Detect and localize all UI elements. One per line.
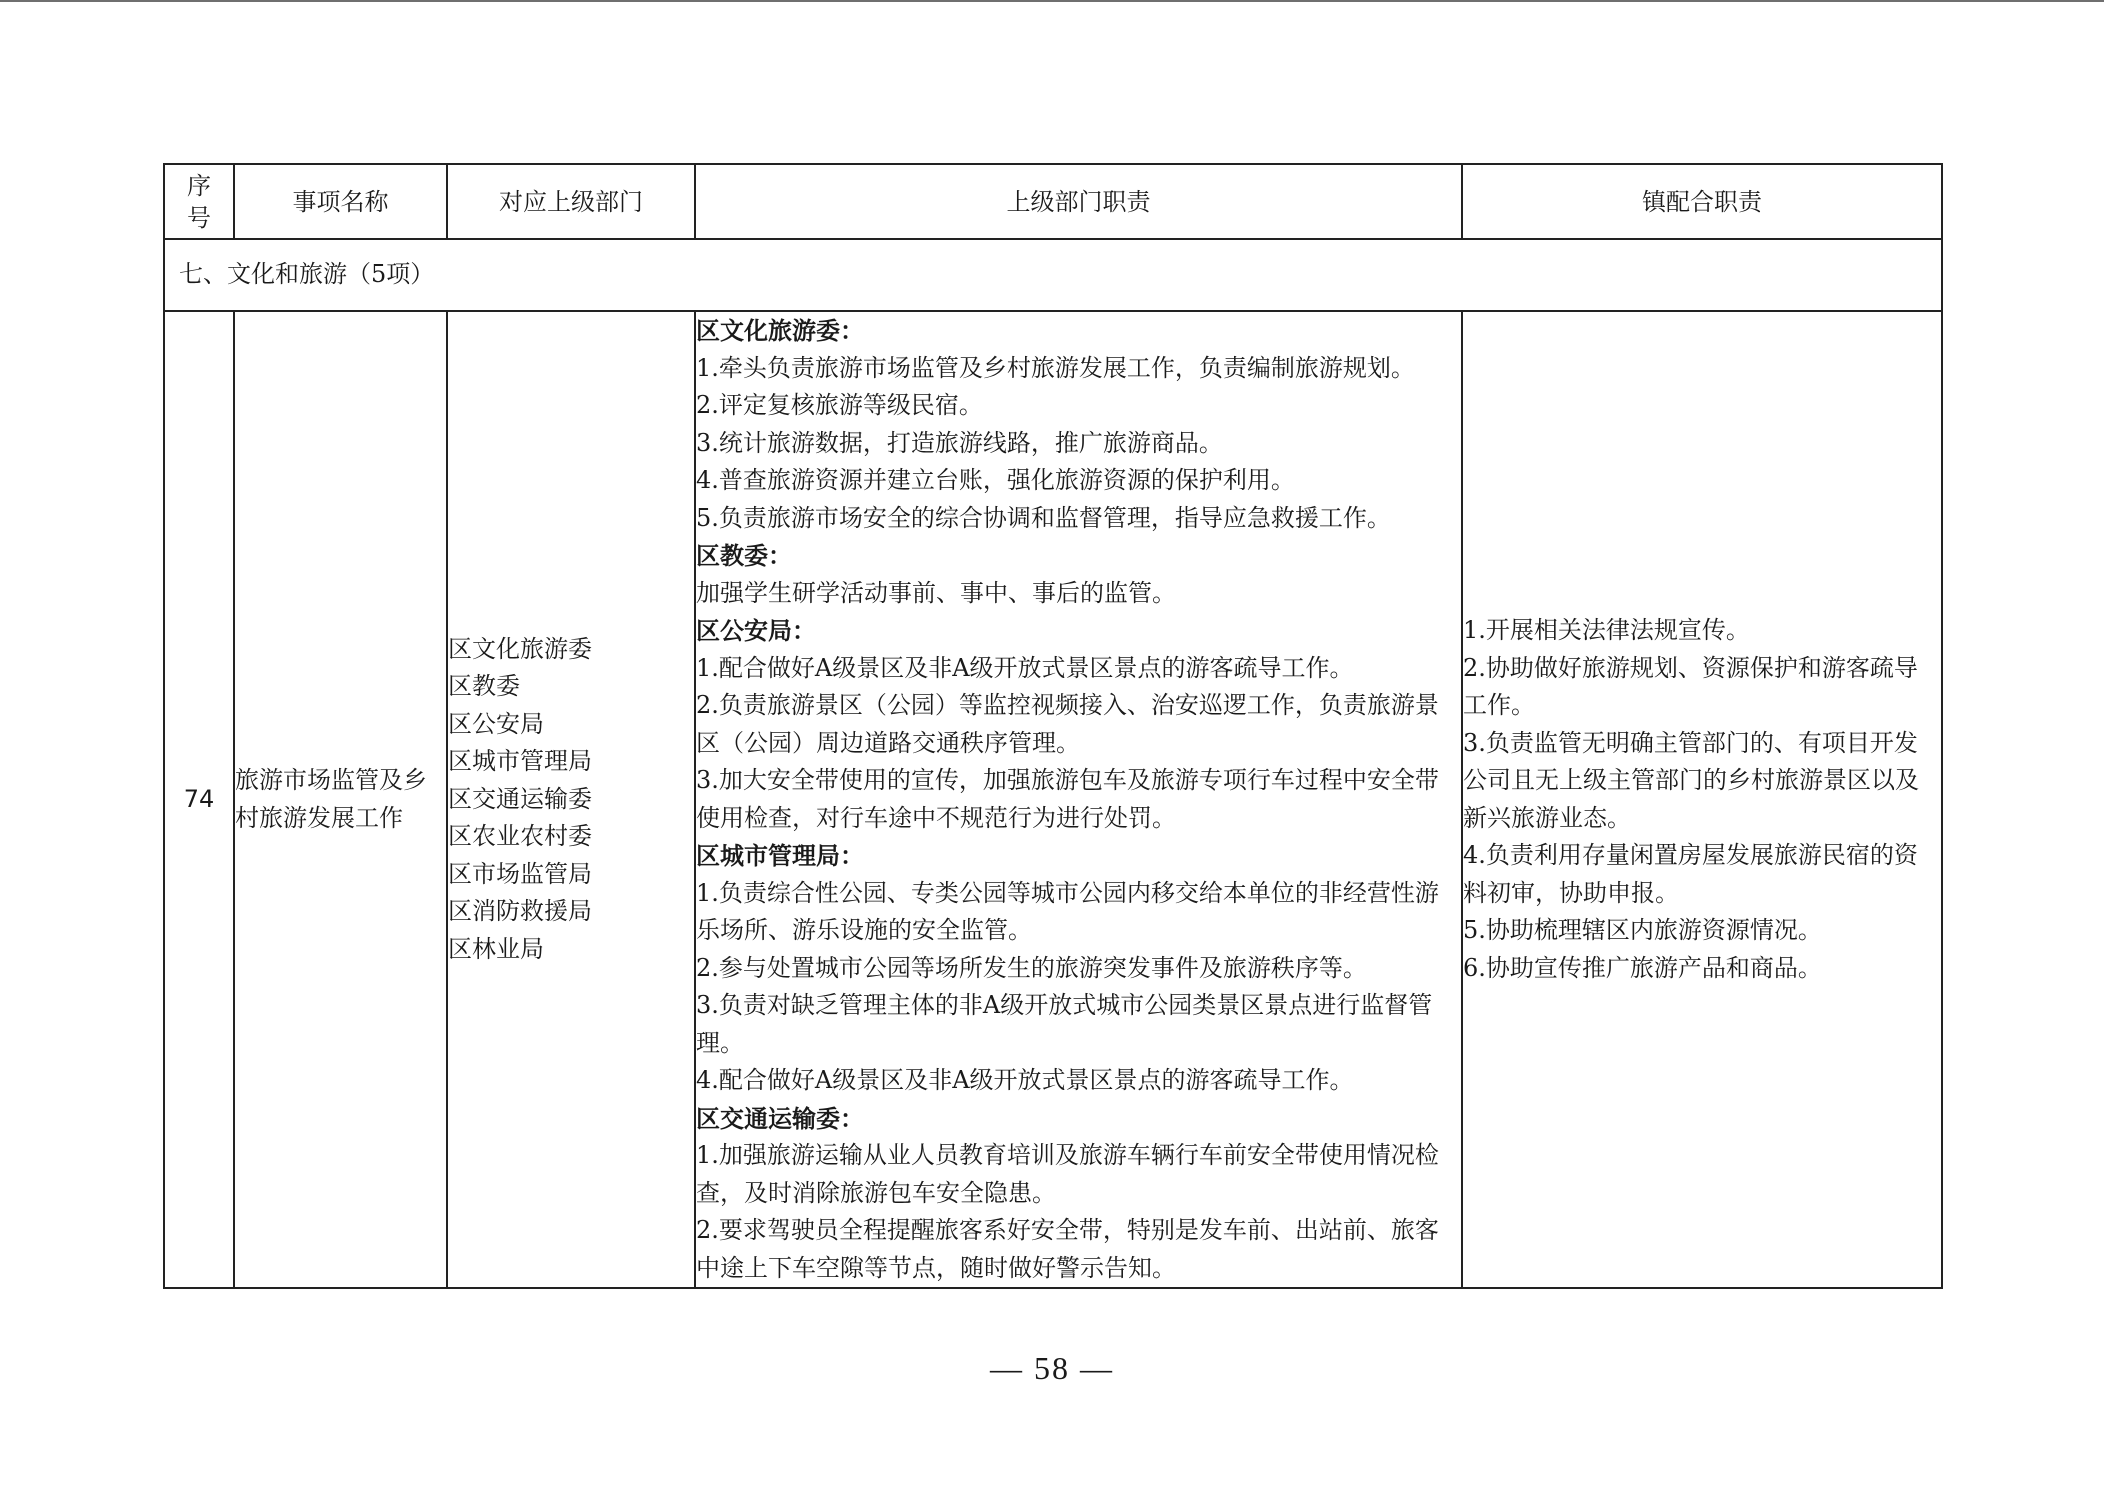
duty-item: 2.负责旅游景区（公园）等监控视频接入、治安巡逻工作，负责旅游景区（公园）周边道路交通秩序管理。 xyxy=(696,691,1439,757)
duty-item: 5.负责旅游市场安全的综合协调和监督管理，指导应急救援工作。 xyxy=(696,503,1391,532)
department-item: 区文化旅游委 xyxy=(448,634,592,663)
header-name: 事项名称 xyxy=(234,164,447,239)
duty-item: 2.评定复核旅游等级民宿。 xyxy=(696,391,983,419)
duty-item: 1.负责综合性公园、专类公园等城市公园内移交给本单位的非经营性游乐场所、游乐设施的安全监管。 xyxy=(696,878,1439,944)
row-town-duties xyxy=(1462,311,1942,1288)
header-dept: 对应上级部门 xyxy=(447,164,695,239)
duty-group-title: 区公安局： xyxy=(696,616,816,645)
duty-table xyxy=(163,163,1943,1289)
row-departments xyxy=(447,311,695,1288)
top-border-line xyxy=(0,0,2104,2)
town-duty-item: 6.协助宣传推广旅游产品和商品。 xyxy=(1463,953,1822,982)
duty-group-title: 区文化旅游委： xyxy=(696,316,864,345)
duty-item: 3.统计旅游数据，打造旅游线路，推广旅游商品。 xyxy=(696,428,1223,457)
duty-item: 2.参与处置城市公园等场所发生的旅游突发事件及旅游秩序等。 xyxy=(696,953,1367,982)
duty-item: 4.配合做好A级景区及非A级开放式景区景点的游客疏导工作。 xyxy=(696,1066,1354,1094)
duty-group-title: 区交通运输委： xyxy=(696,1103,864,1133)
department-item: 区交通运输委 xyxy=(448,784,592,813)
duty-group-title: 区教委： xyxy=(696,541,792,570)
row-seq: 74 xyxy=(164,311,234,1288)
department-item: 区农业农村委 xyxy=(448,822,592,851)
duty-item: 1.加强旅游运输从业人员教育培训及旅游车辆行车前安全带使用情况检查，及时消除旅游包车安全隐患。 xyxy=(696,1141,1439,1207)
town-duty-item: 1.开展相关法律法规宣传。 xyxy=(1463,616,1750,644)
duty-item: 3.加大安全带使用的宣传，加强旅游包车及旅游专项行车过程中安全带使用检查，对行车途中不规范行为进行处罚。 xyxy=(696,766,1439,832)
town-duty-item: 4.负责利用存量闲置房屋发展旅游民宿的资料初审，协助申报。 xyxy=(1463,841,1918,907)
row-name: 旅游市场监管及乡村旅游发展工作 xyxy=(234,311,447,1288)
duty-item: 1.配合做好A级景区及非A级开放式景区景点的游客疏导工作。 xyxy=(696,653,1354,682)
department-item: 区公安局 xyxy=(448,709,544,738)
duty-item: 1.牵头负责旅游市场监管及乡村旅游发展工作，负责编制旅游规划。 xyxy=(696,353,1415,382)
table-header-row xyxy=(164,164,1942,239)
section-row xyxy=(164,239,1942,311)
row-superior-duties xyxy=(695,311,1462,1288)
header-town: 镇配合职责 xyxy=(1462,164,1942,239)
town-duty-item: 5.协助梳理辖区内旅游资源情况。 xyxy=(1463,916,1822,944)
page-number: — 58 — xyxy=(990,1350,1114,1386)
department-item: 区林业局 xyxy=(448,934,544,963)
table-row xyxy=(164,311,1942,1288)
town-duty-item: 2.协助做好旅游规划、资源保护和游客疏导工作。 xyxy=(1463,653,1918,719)
header-seq-line2: 号 xyxy=(187,203,211,232)
duty-item: 4.普查旅游资源并建立台账，强化旅游资源的保护利用。 xyxy=(696,466,1295,494)
header-seq-line1: 序 xyxy=(187,171,211,200)
department-item: 区消防救援局 xyxy=(448,897,592,926)
duty-item: 3.负责对缺乏管理主体的非A级开放式城市公园类景区景点进行监督管理。 xyxy=(696,991,1433,1057)
town-duty-item: 3.负责监管无明确主管部门的、有项目开发公司且无上级主管部门的乡村旅游景区以及新兴旅游业态。 xyxy=(1463,728,1919,832)
header-duty: 上级部门职责 xyxy=(695,164,1462,239)
duty-item: 加强学生研学活动事前、事中、事后的监管。 xyxy=(696,578,1176,607)
department-item: 区城市管理局 xyxy=(448,747,592,776)
section-title: 七、文化和旅游（5项） xyxy=(164,239,1942,311)
department-item: 区教委 xyxy=(448,672,520,701)
header-seq xyxy=(164,164,234,239)
duty-item: 2.要求驾驶员全程提醒旅客系好安全带，特别是发车前、出站前、旅客中途上下车空隙等节点，随时做好警示告知。 xyxy=(696,1216,1439,1282)
duty-group-title: 区城市管理局： xyxy=(696,841,864,870)
department-item: 区市场监管局 xyxy=(448,859,592,888)
